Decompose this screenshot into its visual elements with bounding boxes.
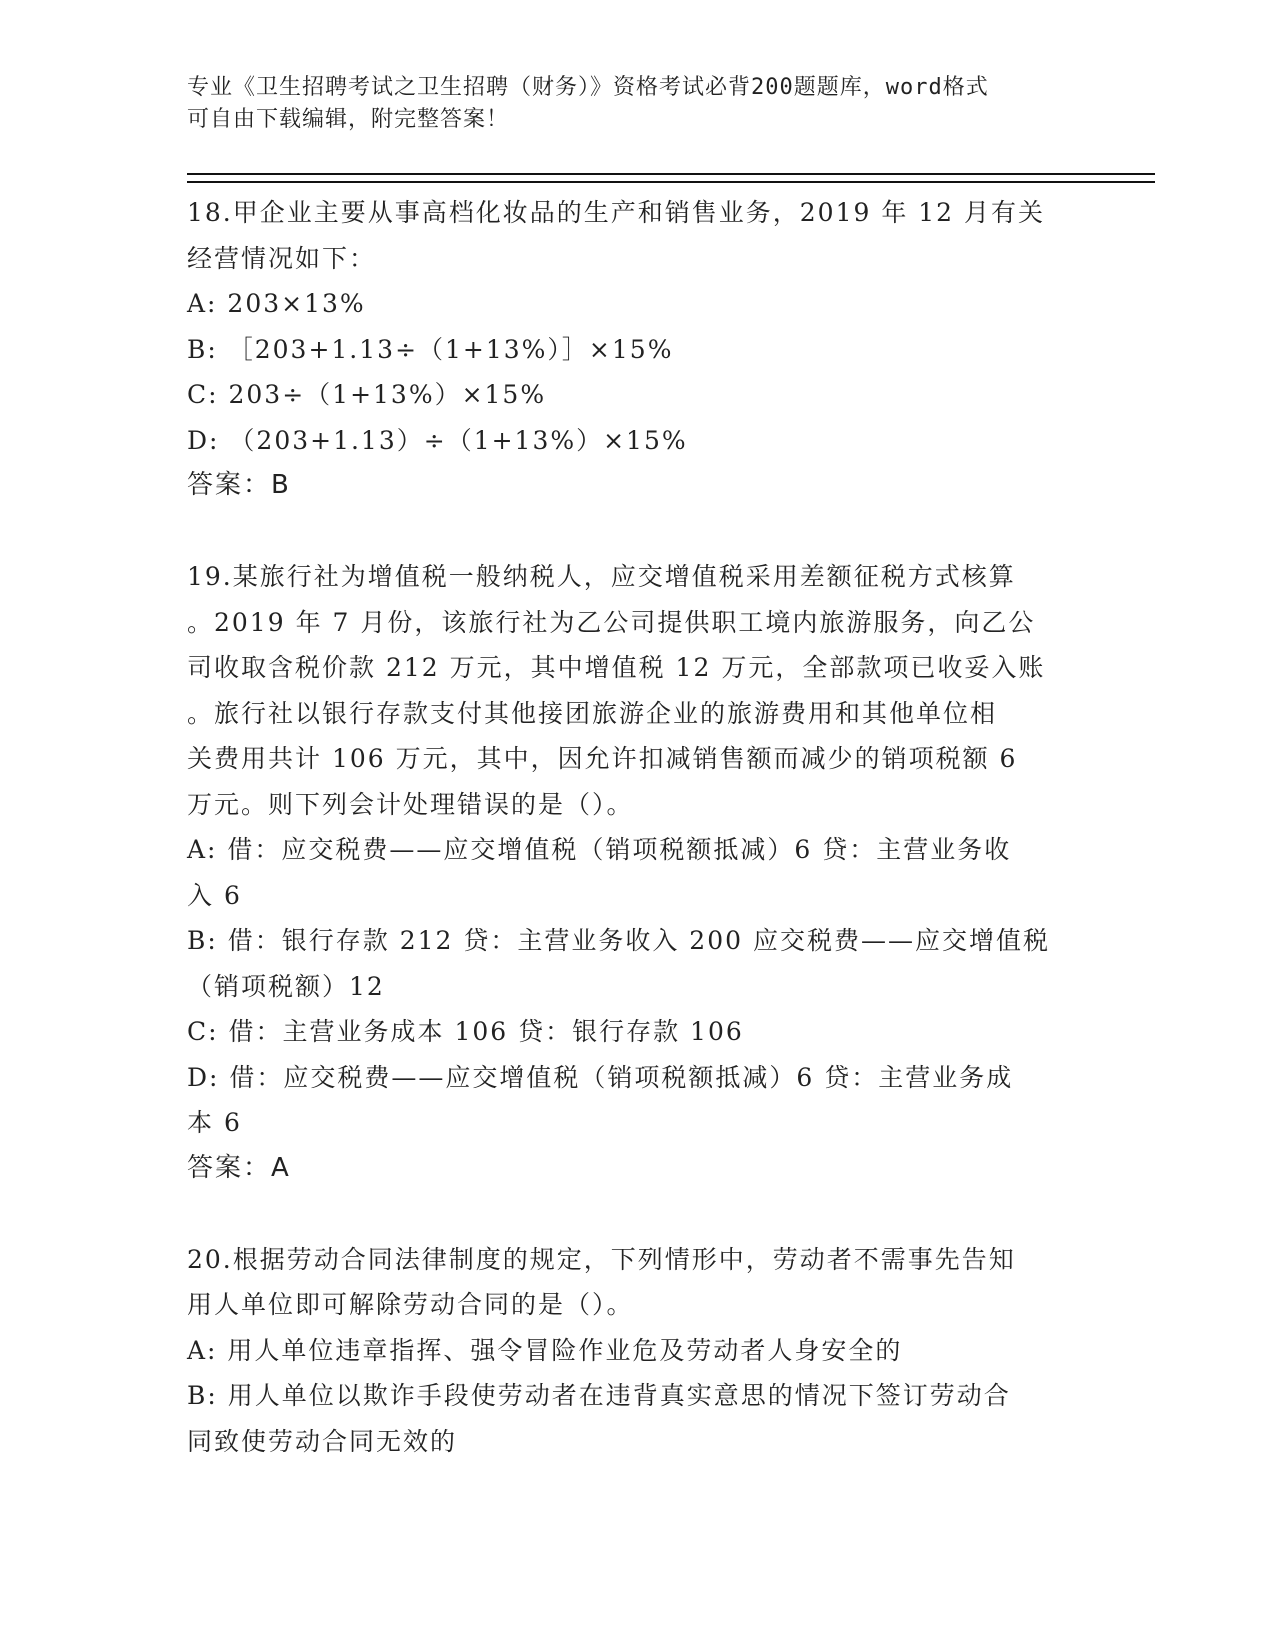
question-19 <box>187 554 1087 1191</box>
question-19-stem-line: 。旅行社以银行存款支付其他接团旅游企业的旅游费用和其他单位相 <box>187 698 998 728</box>
question-19-stem-line: 关费用共计 106 万元，其中，因允许扣减销售额而减少的销项税额 6 <box>187 744 1018 773</box>
question-19-option-a-cont: 入 6 <box>187 880 242 910</box>
question-18-option-b: B: ［203+1.13÷（1+13%）］×15% <box>187 334 674 364</box>
question-18-option-c: C: 203÷（1+13%）×15% <box>187 380 547 409</box>
question-20-stem-line: 用人单位即可解除劳动合同的是（）。 <box>187 1290 634 1319</box>
question-19-stem-line: 司收取含税价款 212 万元，其中增值税 12 万元，全部款项已收妥入账 <box>187 653 1046 682</box>
question-18-stem-line: 18.甲企业主要从事高档化妆品的生产和销售业务，2019 年 12 月有关 <box>187 198 1046 227</box>
question-list <box>187 190 1087 1464</box>
question-18-option-a: A: 203×13% <box>187 289 366 318</box>
question-19-stem-line: 19.某旅行社为增值税一般纳税人，应交增值税采用差额征税方式核算 <box>187 562 1016 591</box>
question-18-stem-line: 经营情况如下： <box>187 243 377 273</box>
header-line-2: 可自由下载编辑，附完整答案！ <box>187 107 510 132</box>
question-20-option-a: A: 用人单位违章指挥、强令冒险作业危及劳动者人身安全的 <box>187 1335 903 1365</box>
question-18 <box>187 190 1087 509</box>
question-19-option-d: D: 借：应交税费——应交增值税（销项税额抵减）6 贷：主营业务成 <box>187 1062 1014 1092</box>
question-18-option-d: D: （203+1.13）÷（1+13%）×15% <box>187 425 688 455</box>
spacer <box>187 509 1087 555</box>
question-20 <box>187 1237 1087 1465</box>
question-19-answer: 答案：A <box>187 1152 291 1183</box>
header-divider-bottom <box>187 181 1155 183</box>
header-line-1: 专业《卫生招聘考试之卫生招聘（财务）》资格考试必背200题题库，word格式 <box>187 75 989 100</box>
question-19-stem-line: 万元。则下列会计处理错误的是（）。 <box>187 789 634 819</box>
question-19-stem-line: 。2019 年 7 月份，该旅行社为乙公司提供职工境内旅游服务，向乙公 <box>187 607 1036 637</box>
question-19-option-b: B: 借：银行存款 212 贷：主营业务收入 200 应交税费——应交增值税 <box>187 926 1050 955</box>
question-20-stem-line: 20.根据劳动合同法律制度的规定，下列情形中，劳动者不需事先告知 <box>187 1244 1016 1274</box>
document-header <box>187 72 1087 136</box>
question-19-option-a: A: 借：应交税费——应交增值税（销项税额抵减）6 贷：主营业务收 <box>187 835 1012 864</box>
question-20-option-b: B: 用人单位以欺诈手段使劳动者在违背真实意思的情况下签订劳动合 <box>187 1381 1011 1410</box>
header-divider-top <box>187 173 1155 175</box>
question-19-option-c: C: 借：主营业务成本 106 贷：银行存款 106 <box>187 1017 744 1046</box>
question-19-option-b-cont: （销项税额）12 <box>187 971 385 1001</box>
question-18-answer: 答案：B <box>187 470 291 500</box>
spacer <box>187 1191 1087 1237</box>
question-19-option-d-cont: 本 6 <box>187 1108 242 1137</box>
question-20-option-b-cont: 同致使劳动合同无效的 <box>187 1426 458 1456</box>
